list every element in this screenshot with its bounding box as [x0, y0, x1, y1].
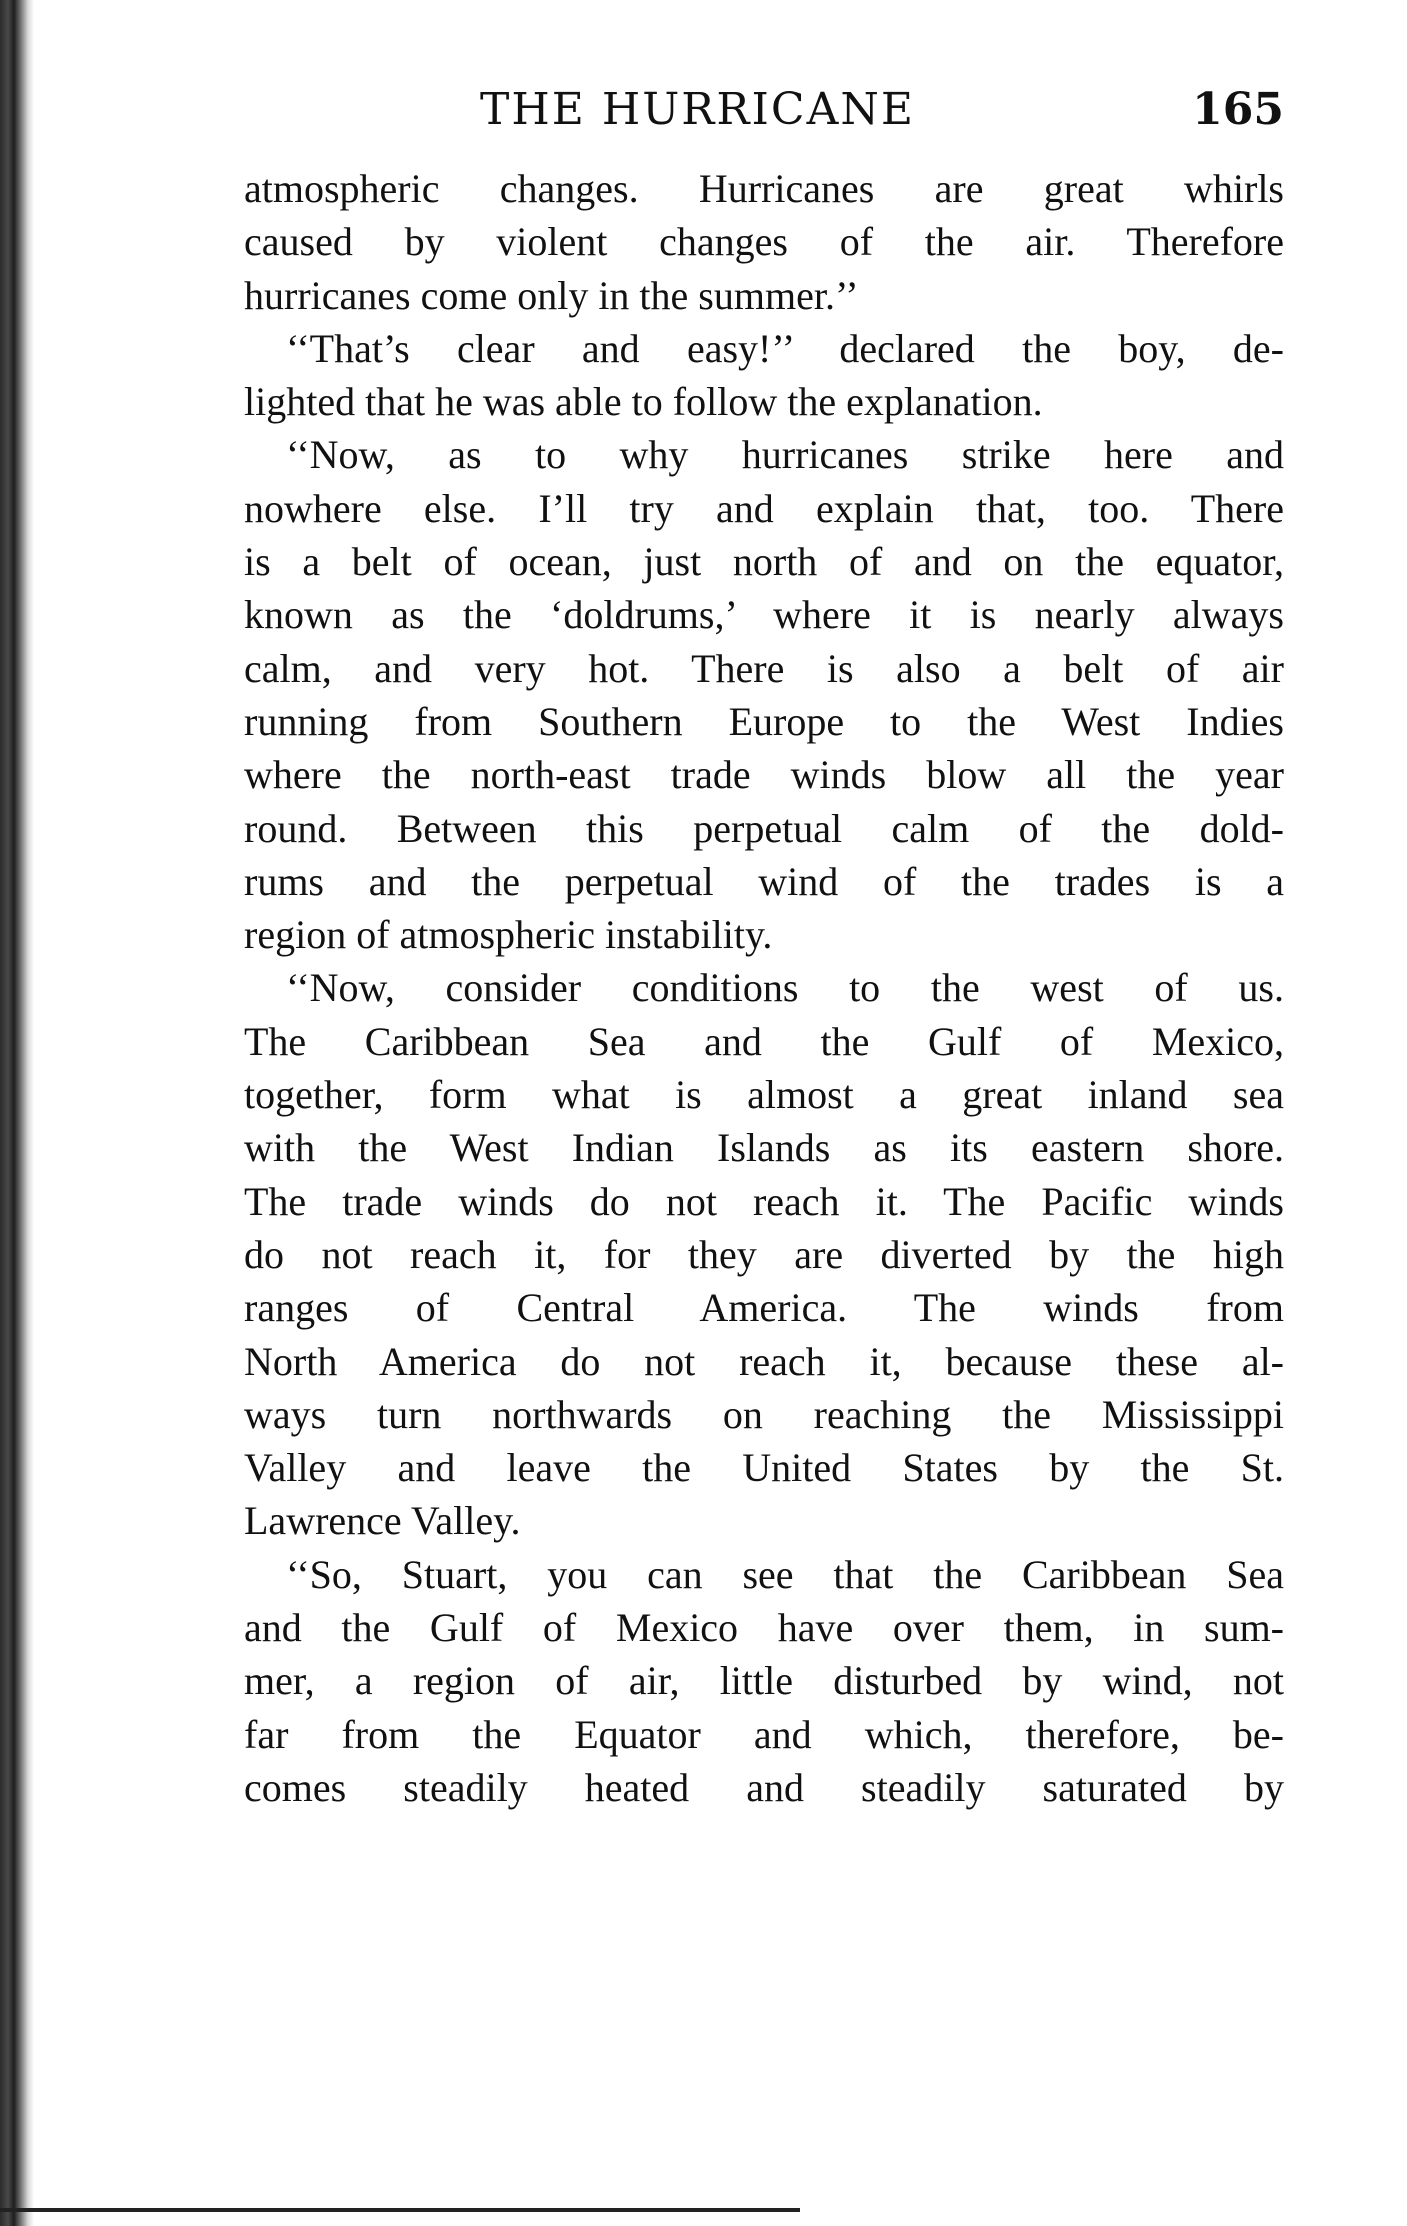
text-line: round. Between this perpetual calm of the dold-	[244, 805, 1284, 851]
text-line: known as the ‘doldrums,’ where it is nearly always	[244, 592, 1284, 638]
text-line: ‘‘So, Stuart, you can see that the Caribbean Sea	[286, 1551, 1284, 1597]
text-line: running from Southern Europe to the West Indies	[244, 698, 1284, 744]
body-text	[244, 162, 1284, 1814]
text-line: lighted that he was able to follow the explanation.	[244, 379, 1043, 425]
text-line: atmospheric changes. Hurricanes are great whirls	[244, 166, 1284, 211]
text-line: hurricanes come only in the summer.’’	[244, 272, 859, 318]
text-line: region of atmospheric instability.	[244, 912, 773, 958]
text-line: caused by violent changes of the air. Therefore	[244, 219, 1284, 265]
text-line: ways turn northwards on reaching the Mississippi	[244, 1391, 1284, 1437]
text-line: ranges of Central America. The winds from	[244, 1285, 1284, 1331]
text-line: do not reach it, for they are diverted by the high	[244, 1231, 1284, 1277]
text-line: and the Gulf of Mexico have over them, in sum-	[244, 1605, 1284, 1651]
page-binding-edge	[0, 0, 34, 2226]
page-header	[244, 84, 1284, 144]
text-line: ‘‘Now, as to why hurricanes strike here and	[286, 432, 1284, 478]
text-line: with the West Indian Islands as its eastern shore.	[244, 1125, 1284, 1171]
text-line: where the north-east trade winds blow all the year	[244, 752, 1284, 798]
text-line: North America do not reach it, because these al-	[244, 1338, 1284, 1384]
text-line: comes steadily heated and steadily saturated by	[244, 1764, 1284, 1810]
bottom-edge-rule	[0, 2208, 800, 2212]
text-line: together, form what is almost a great inland sea	[244, 1072, 1284, 1118]
text-line: far from the Equator and which, therefore, be-	[244, 1711, 1284, 1757]
text-line: calm, and very hot. There is also a belt of air	[244, 645, 1284, 691]
text-line: ‘‘Now, consider conditions to the west of us.	[286, 965, 1284, 1011]
text-line: The Caribbean Sea and the Gulf of Mexico,	[244, 1018, 1284, 1064]
running-title: THE HURRICANE	[480, 84, 915, 135]
text-line: Lawrence Valley.	[244, 1498, 521, 1544]
text-line: The trade winds do not reach it. The Pacific winds	[244, 1178, 1284, 1224]
text-line: ‘‘That’s clear and easy!’’ declared the boy, de-	[286, 325, 1284, 371]
text-line: Valley and leave the United States by the St.	[244, 1445, 1284, 1491]
text-line: is a belt of ocean, just north of and on the equator,	[244, 539, 1284, 585]
text-line: mer, a region of air, little disturbed by wind, not	[244, 1658, 1284, 1704]
text-line: rums and the perpetual wind of the trades is a	[244, 858, 1284, 904]
page-number: 165	[1192, 84, 1284, 135]
text-line: nowhere else. I’ll try and explain that, too. There	[244, 485, 1284, 531]
